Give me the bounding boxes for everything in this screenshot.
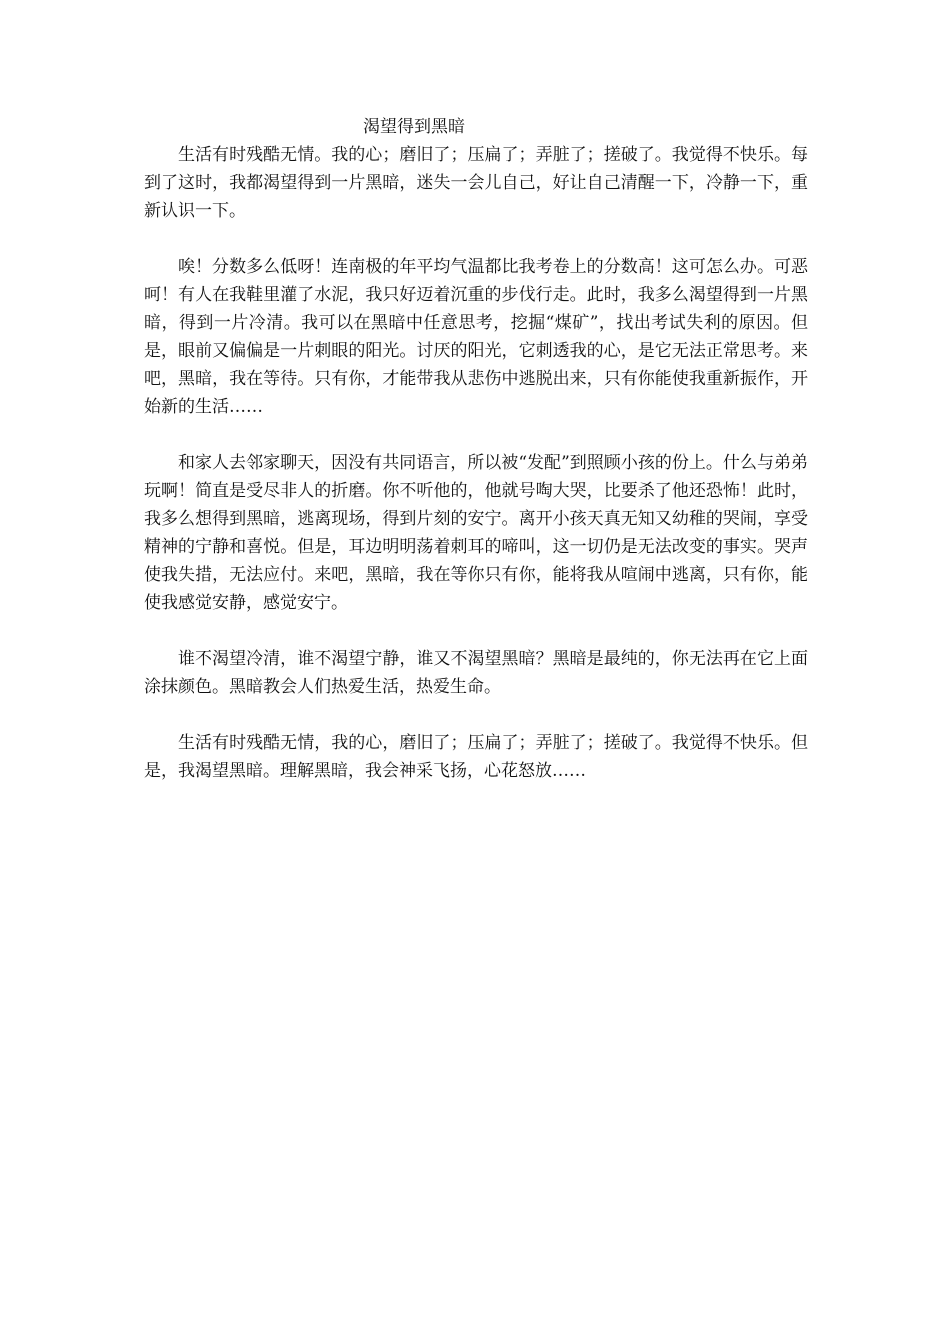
paragraph-2: 唉！分数多么低呀！连南极的年平均气温都比我考卷上的分数高！这可怎么办。可恶呵！有人在我鞋里灌了水泥，我只好迈着沉重的步伐行走。此时，我多么渴望得到一片黑暗，得到一片冷清。我可以在黑暗中任意思考，挖掘“煤矿”，找出考试失利的原因。但是，眼前又偏偏是一片刺眼的阳光。讨厌的阳光，它刺透我的心，是它无法正常思考。来吧，黑暗，我在等待。只有你，才能带我从悲伤中逃脱出来，只有你能使我重新振作，开始新的生活…… <box>144 257 808 417</box>
paragraph-3: 和家人去邻家聊天，因没有共同语言，所以被“发配”到照顾小孩的份上。什么与弟弟玩啊！简直是受尽非人的折磨。你不听他的，他就号啕大哭，比要杀了他还恐怖！此时，我多么想得到黑暗，逃离现场，得到片刻的安宁。离开小孩天真无知又幼稚的哭闹，享受精神的宁静和喜悦。但是，耳边明明荡着刺耳的啼叫，这一切仍是无法改变的事实。哭声使我失措，无法应付。来吧，黑暗，我在等你只有你，能将我从喧闹中逃离，只有你，能使我感觉安静，感觉安宁。 <box>144 453 808 613</box>
document-body <box>144 113 808 785</box>
paragraph-5: 生活有时残酷无情，我的心，磨旧了；压扁了；弄脏了；搓破了。我觉得不快乐。但是，我渴望黑暗。理解黑暗，我会神采飞扬，心花怒放…… <box>144 733 808 781</box>
paragraph-1: 生活有时残酷无情。我的心；磨旧了；压扁了；弄脏了；搓破了。我觉得不快乐。每到了这时，我都渴望得到一片黑暗，迷失一会儿自己，好让自己清醒一下，冷静一下，重新认识一下。 <box>144 145 808 221</box>
essay-title: 渴望得到黑暗 <box>363 117 465 137</box>
paragraph-4: 谁不渴望冷清，谁不渴望宁静，谁又不渴望黑暗？黑暗是最纯的，你无法再在它上面涂抹颜色。黑暗教会人们热爱生活，热爱生命。 <box>144 649 808 697</box>
